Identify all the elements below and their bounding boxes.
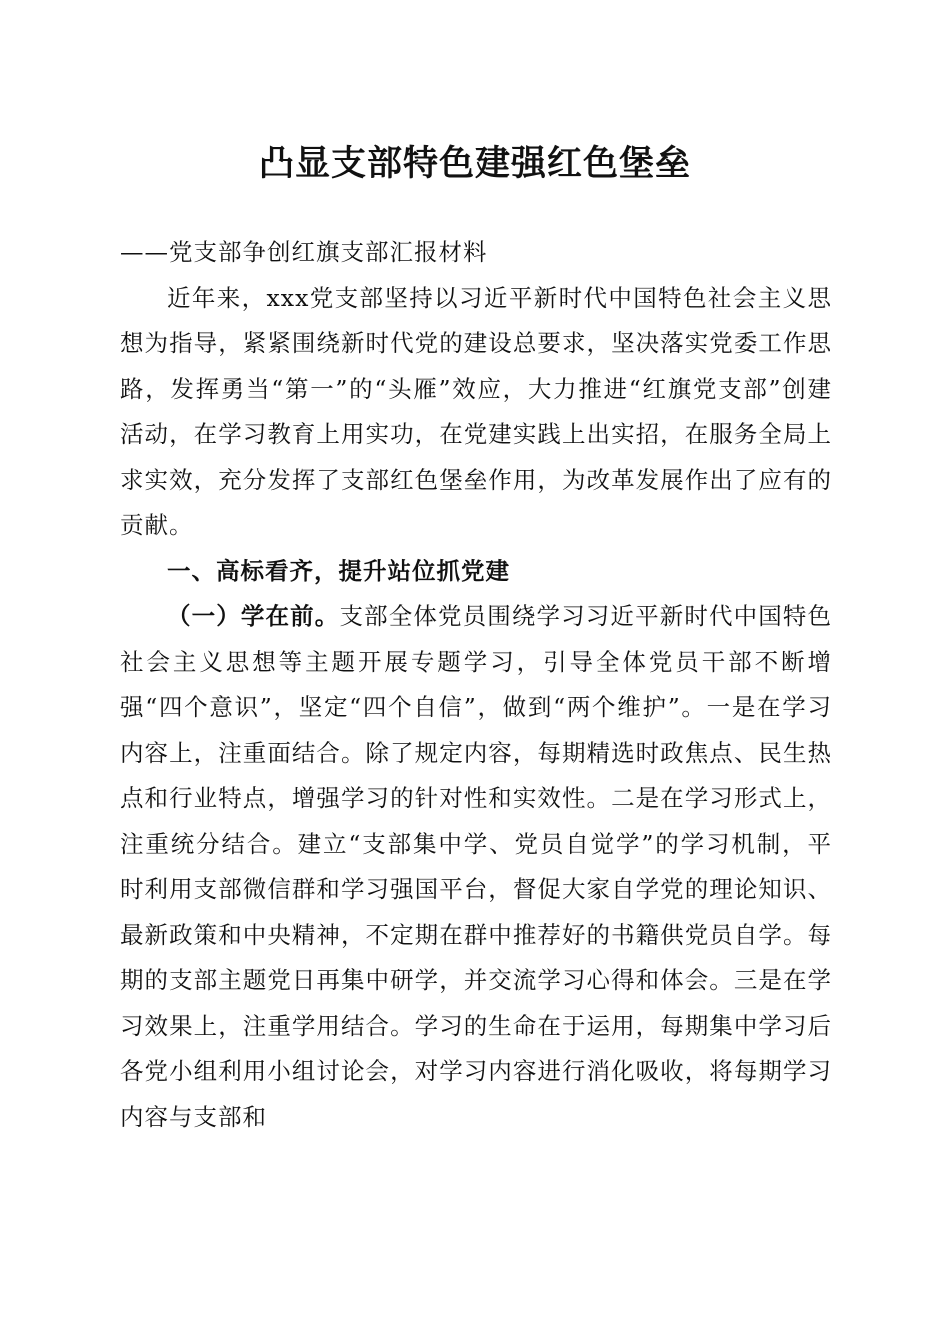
intro-paragraph: 近年来，xxx党支部坚持以习近平新时代中国特色社会主义思想为指导，紧紧围绕新时代党的建设总要求，坚决落实党委工作思路，发挥勇当“第一”的“头雁”效应，大力推进“红旗党支部”创建活动，在学习教育上用实功，在党建实践上出实招，在服务全局上求实效，充分发挥了支部红色堡垒作用，为改革发展作出了应有的贡献。: [120, 283, 832, 539]
subsection-paragraph: [120, 594, 832, 1140]
document-title: 凸显支部特色建强红色堡垒: [258, 144, 691, 184]
document-body: [120, 230, 832, 1140]
section-heading: 一、高标看齐，提升站位抓党建: [167, 556, 510, 585]
document-subtitle: ——党支部争创红旗支部汇报材料: [120, 238, 488, 266]
subsection-label: （一）学在前。: [167, 602, 340, 630]
subsection-text: 支部全体党员围绕学习习近平新时代中国特色社会主义思想等主题开展专题学习，引导全体党员干部不断增强“四个意识”，坚定“四个自信”，做到“两个维护”。一是在学习内容上，注重面结合。除了规定内容，每期精选时政焦点、民生热点和行业特点，增强学习的针对性和实效性。二是在学习形式上，注重统分结合。建立“支部集中学、党员自觉学”的学习机制，平时利用支部微信群和学习强国平台，督促大家自学党的理论知识、最新政策和中央精神，不定期在群中推荐好的书籍供党员自学。每期的支部主题党日再集中研学，并交流学习心得和体会。三是在学习效果上，注重学用结合。学习的生命在于运用，每期集中学习后各党小组利用小组讨论会，对学习内容进行消化吸收，将每期学习内容与支部和: [120, 602, 833, 1131]
